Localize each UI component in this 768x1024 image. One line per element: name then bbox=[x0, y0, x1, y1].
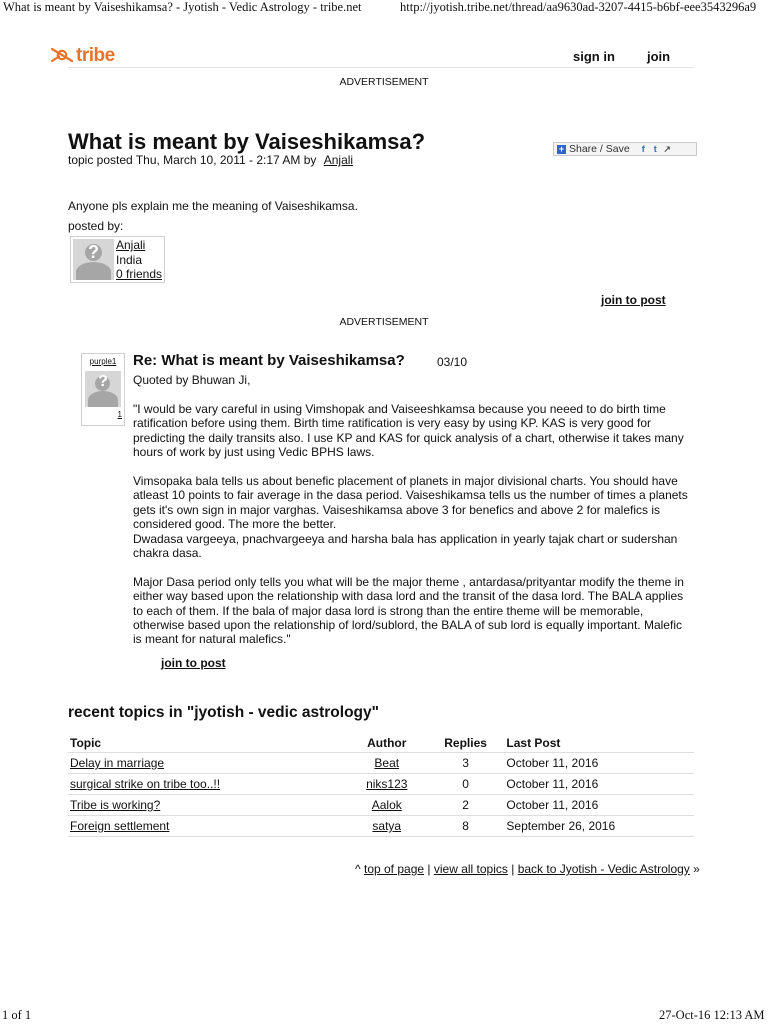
reply-count: 8 bbox=[437, 816, 495, 837]
table-row bbox=[68, 753, 694, 774]
posted-by-label: posted by: bbox=[68, 219, 124, 233]
link-separator: | bbox=[511, 862, 515, 876]
reply-paragraph: "I would be vary careful in using Vimshopak and Vaiseeshkamsa because you neeed to do birth time ratification before using them. Birth time ratification is very easy by using KP. KAS is very good for predicting the daily transits also. I use KP and KAS for quick analysis of a chart, otherwise it takes many hours of work by just using Vedic BPHS laws. bbox=[133, 402, 684, 460]
plus-icon: + bbox=[558, 143, 565, 154]
top-of-page-link[interactable]: top of page bbox=[363, 862, 425, 876]
column-header-author: Author bbox=[337, 733, 437, 753]
table-header-row bbox=[68, 733, 694, 753]
advertisement-label-middle: ADVERTISEMENT bbox=[339, 316, 429, 328]
share-save-button[interactable] bbox=[553, 142, 697, 156]
thread-meta-text: topic posted Thu, March 10, 2011 - 2:17 AM by bbox=[68, 153, 317, 167]
thread-body: Anyone pls explain me the meaning of Vaiseshikamsa. bbox=[68, 199, 358, 213]
link-separator: | bbox=[427, 862, 431, 876]
poster-location: India bbox=[116, 252, 143, 267]
advertisement-label-top: ADVERTISEMENT bbox=[339, 76, 429, 88]
twitter-icon[interactable]: t bbox=[653, 143, 657, 154]
author-link[interactable]: Beat bbox=[374, 756, 400, 770]
reply-title: Re: What is meant by Vaiseshikamsa? bbox=[133, 352, 405, 369]
poster-card bbox=[70, 236, 165, 283]
last-post-date: October 11, 2016 bbox=[494, 795, 694, 816]
reply-quoted-by: Quoted by Bhuwan Ji, bbox=[133, 373, 251, 387]
print-page-title: What is meant by Vaiseshikamsa? - Jyotish - Vedic Astrology - tribe.net bbox=[3, 0, 362, 14]
caret-up-icon: ^ bbox=[355, 862, 361, 876]
reply-username bbox=[82, 357, 124, 366]
column-header-topic: Topic bbox=[68, 733, 337, 753]
reply-count: 3 bbox=[437, 753, 495, 774]
thread-title: What is meant by Vaiseshikamsa? bbox=[68, 129, 426, 154]
column-header-last-post: Last Post bbox=[494, 733, 694, 753]
reply-paragraph: Dwadasa vargeeya, pnachvargeeya and harsha bala has application in yearly tajak chart or sudershan chakra dasa. bbox=[133, 531, 678, 561]
avatar-placeholder-icon[interactable]: ? bbox=[73, 239, 114, 280]
column-header-replies: Replies bbox=[437, 733, 495, 753]
table-row bbox=[68, 816, 694, 837]
print-page-number: 1 of 1 bbox=[2, 1008, 32, 1022]
poster-name-link[interactable]: Anjali bbox=[116, 238, 146, 252]
author-link[interactable]: Aalok bbox=[371, 798, 402, 812]
join-to-post-link[interactable]: join to post bbox=[161, 656, 226, 670]
table-row bbox=[68, 795, 694, 816]
double-chevron-right-icon: » bbox=[693, 862, 700, 876]
share-save-label: Share / Save bbox=[569, 143, 630, 155]
reply-paragraph: Major Dasa period only tells you what will be the major theme , antardasa/prityantar modify the theme in either way based upon the relationship with dasa lord and the transit of the dasa lord. The BALA applies to each of them. If the bala of major dasa lord is strong than the entire theme will be memorable, otherwise based upon the relationship of lord/sublord, the BALA of sub lord is equally important. Malefic is meant for natural malefics." bbox=[133, 574, 684, 647]
reply-count: 2 bbox=[437, 795, 495, 816]
forward-icon[interactable]: ↗ bbox=[663, 143, 671, 154]
last-post-date: October 11, 2016 bbox=[494, 774, 694, 795]
poster-info bbox=[116, 238, 162, 282]
facebook-icon[interactable]: f bbox=[641, 143, 645, 154]
topic-link[interactable]: surgical strike on tribe too..!! bbox=[70, 777, 221, 791]
reply-date: 03/10 bbox=[437, 355, 468, 369]
reply-username-link[interactable]: purple1 bbox=[89, 357, 117, 366]
header-divider bbox=[68, 67, 694, 68]
back-to-group-link[interactable]: back to Jyotish - Vedic Astrology bbox=[517, 862, 690, 876]
print-timestamp: 27-Oct-16 12:13 AM bbox=[659, 1008, 765, 1022]
topic-link[interactable]: Tribe is working? bbox=[70, 798, 161, 812]
print-header bbox=[0, 0, 768, 16]
footer-links bbox=[355, 862, 700, 876]
reply-post-count bbox=[118, 410, 122, 419]
topic-link[interactable]: Foreign settlement bbox=[70, 819, 170, 833]
thread-meta bbox=[68, 153, 353, 167]
join-to-post-link[interactable]: join to post bbox=[601, 293, 666, 307]
print-page-url: http://jyotish.tribe.net/thread/aa9630ad-3207-4415-b6bf-eee3543296a9 bbox=[400, 0, 757, 14]
author-link[interactable]: satya bbox=[372, 819, 402, 833]
join-to-post-top bbox=[601, 293, 666, 307]
join-to-post-bottom bbox=[161, 656, 226, 670]
tribe-logo-icon bbox=[50, 47, 74, 63]
join-link[interactable]: join bbox=[647, 49, 671, 64]
view-all-topics-link[interactable]: view all topics bbox=[433, 862, 508, 876]
recent-topics-table bbox=[68, 733, 694, 837]
reply-paragraph: Vimsopaka bala tells us about benefic placement of planets in major divisional charts. You should have atleast 10 points to fair average in the dasa period. Vaiseshikamsa tells us the number of times a planets gets it's own sign in major varghas. Vaiseshikamsa above 3 for benefics and above 2 for malefics is considered good. The more the better. bbox=[133, 474, 688, 532]
poster-friends-link[interactable]: 0 friends bbox=[116, 267, 163, 281]
last-post-date: October 11, 2016 bbox=[494, 753, 694, 774]
recent-topics-heading: recent topics in "jyotish - vedic astrology" bbox=[68, 704, 379, 721]
avatar-placeholder-icon[interactable]: ? bbox=[85, 371, 121, 407]
tribe-logo[interactable] bbox=[50, 45, 130, 67]
reply-author-card bbox=[81, 353, 125, 426]
reply-body bbox=[133, 402, 693, 661]
topic-link[interactable]: Delay in marriage bbox=[70, 756, 165, 770]
author-link[interactable]: niks123 bbox=[366, 777, 408, 791]
tribe-logo-text: tribe bbox=[76, 45, 115, 66]
reply-post-count-link[interactable]: 1 bbox=[117, 410, 122, 419]
last-post-date: September 26, 2016 bbox=[494, 816, 694, 837]
reply-count: 0 bbox=[437, 774, 495, 795]
table-row bbox=[68, 774, 694, 795]
thread-author-link[interactable]: Anjali bbox=[323, 153, 354, 167]
sign-in-link[interactable]: sign in bbox=[573, 49, 615, 64]
